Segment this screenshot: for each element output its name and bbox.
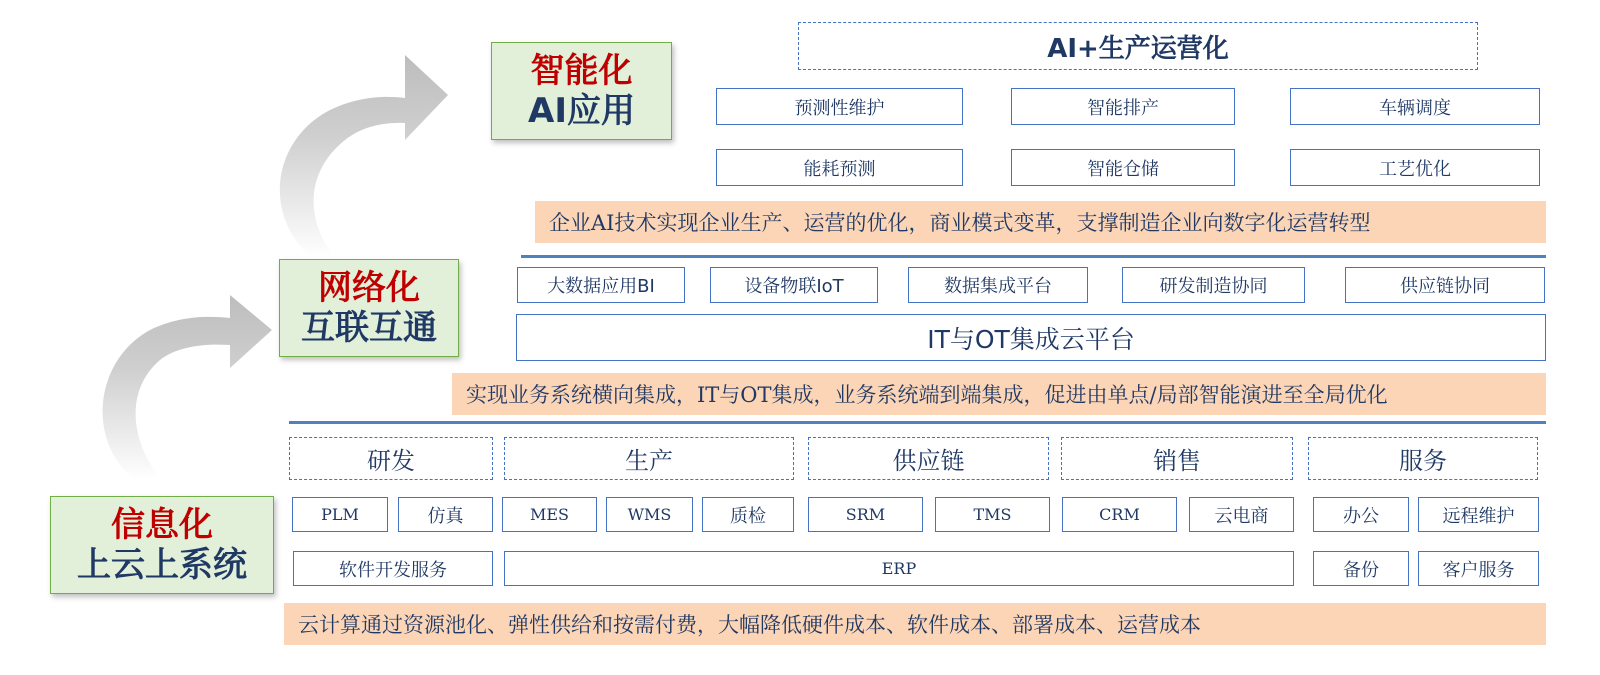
stage-ai <box>491 42 672 140</box>
system-srm: SRM <box>808 497 923 532</box>
it-ot-cloud-platform: IT与OT集成云平台 <box>516 314 1546 361</box>
category-rd: 研发 <box>289 437 493 480</box>
integration-band: 实现业务系统横向集成，IT与OT集成，业务系统端到端集成，促进由单点/局部智能演进至全局优化 <box>452 373 1546 415</box>
system-quality-inspection: 质检 <box>702 497 794 532</box>
system-cloud-ecommerce: 云电商 <box>1189 497 1294 532</box>
stage-ai-subtitle: AI应用 <box>528 91 635 131</box>
app-smart-scheduling: 智能排产 <box>1011 88 1235 125</box>
system-simulation: 仿真 <box>398 497 493 532</box>
system-wms: WMS <box>606 497 693 532</box>
system-office: 办公 <box>1313 497 1409 532</box>
middle-divider <box>289 421 1546 424</box>
cloud-band: 云计算通过资源池化、弹性供给和按需付费，大幅降低硬件成本、软件成本、部署成本、运营成本 <box>284 603 1546 645</box>
system-crm: CRM <box>1062 497 1177 532</box>
app-vehicle-dispatch: 车辆调度 <box>1290 88 1540 125</box>
system-tms: TMS <box>935 497 1050 532</box>
app-energy-forecast: 能耗预测 <box>716 149 963 186</box>
stage-ai-title: 智能化 <box>530 51 633 91</box>
top-divider <box>521 255 1546 258</box>
category-sales: 销售 <box>1061 437 1293 480</box>
lower-curved-arrow <box>103 295 272 480</box>
upper-curved-arrow <box>280 55 448 258</box>
stage-network <box>279 259 459 357</box>
category-service: 服务 <box>1308 437 1538 480</box>
module-iot: 设备物联IoT <box>710 267 878 303</box>
system-backup: 备份 <box>1313 551 1409 586</box>
stage-network-title: 网络化 <box>318 268 420 308</box>
ai-band: 企业AI技术实现企业生产、运营的优化，商业模式变革，支撑制造企业向数字化运营转型 <box>535 201 1546 243</box>
module-bigdata-bi: 大数据应用BI <box>517 267 685 303</box>
system-remote-maintenance: 远程维护 <box>1418 497 1539 532</box>
module-data-integration: 数据集成平台 <box>908 267 1088 303</box>
category-supply-chain: 供应链 <box>808 437 1049 480</box>
system-plm: PLM <box>292 497 388 532</box>
app-process-optimization: 工艺优化 <box>1290 149 1540 186</box>
module-rd-manufacturing: 研发制造协同 <box>1122 267 1305 303</box>
module-supply-chain: 供应链协同 <box>1345 267 1545 303</box>
stage-info <box>50 496 274 594</box>
system-customer-service: 客户服务 <box>1418 551 1539 586</box>
ai-production-header: AI+生产运营化 <box>798 22 1478 70</box>
stage-info-subtitle: 上云上系统 <box>77 545 247 585</box>
app-smart-warehouse: 智能仓储 <box>1011 149 1235 186</box>
system-software-dev: 软件开发服务 <box>293 551 493 586</box>
app-predictive-maintenance: 预测性维护 <box>716 88 963 125</box>
system-erp: ERP <box>504 551 1294 586</box>
category-production: 生产 <box>504 437 794 480</box>
stage-info-title: 信息化 <box>111 505 213 545</box>
system-mes: MES <box>502 497 597 532</box>
stage-network-subtitle: 互联互通 <box>301 308 437 348</box>
